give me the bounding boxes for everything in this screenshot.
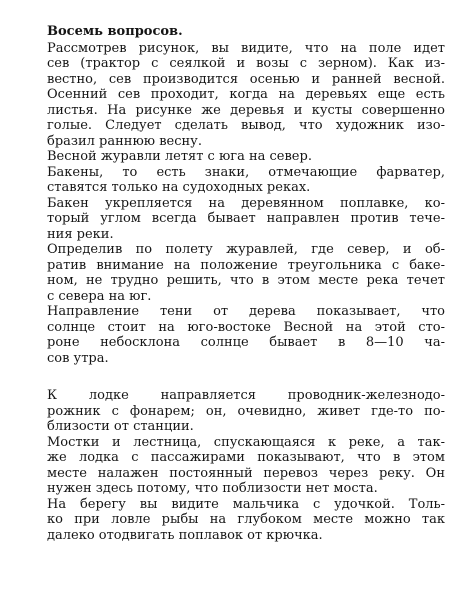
paragraph: [47, 165, 445, 196]
text-line: Бакен укрепляется на деревянном поплавке, ко-: [47, 195, 445, 211]
section-gap: [47, 366, 445, 388]
part-one: [47, 41, 445, 367]
text-line: Бакены, то есть знаки, отмечающие фарватер,: [47, 164, 445, 180]
text-line: Осенний сев проходит, когда на деревьях еще есть: [47, 87, 445, 102]
text-line: Весной журавли летят с юга на север.: [47, 149, 312, 164]
text-line: ния реки.: [47, 226, 114, 242]
text-line: рожник с фонарем; он, очевидно, живет где-то по-: [47, 403, 445, 419]
text-line: солнце стоит на юго-востоке Весной на этой сто-: [47, 319, 445, 335]
text-line: Мостки и лестница, спускающаяся к реке, а так-: [47, 434, 445, 450]
text-line: ставятся только на судоходных реках.: [47, 180, 311, 195]
paragraph: [47, 196, 445, 243]
paragraph: [47, 149, 445, 165]
text-line: торый углом всегда бывает направлен против тече-: [47, 211, 445, 226]
paragraph: [47, 388, 445, 435]
text-line: близости от станции.: [47, 419, 194, 434]
section-title: Восемь вопросов.: [47, 24, 183, 39]
text-line: К лодке направляется проводник-железнодо-: [47, 388, 445, 403]
text-line: ко при ловле рыбы на глубоком месте можно так: [47, 512, 445, 527]
text-line: роне небосклона солнце бывает в 8—10 ча-: [47, 335, 445, 350]
paragraph: [47, 242, 445, 304]
text-line: далеко отодвигать поплавок от крючка.: [47, 527, 323, 543]
paragraph: [47, 304, 445, 366]
text-line: бразил раннюю весну.: [47, 133, 202, 149]
paragraph: [47, 41, 445, 150]
text-line: Определив по полету журавлей, где север, и об-: [47, 242, 445, 257]
text-line: голые. Следует сделать вывод, что художник изо-: [47, 118, 445, 133]
text-line: Рассмотрев рисунок, вы видите, что на поле идет: [47, 40, 445, 56]
text-line: сев (трактор с сеялкой и возы с зерном). Как из-: [47, 56, 445, 71]
text-line: же лодка с пассажирами показывают, что в этом: [47, 450, 445, 465]
text-line: ном, не трудно решить, что в этом месте река течет: [47, 273, 445, 288]
part-two: [47, 388, 445, 543]
text-line: нужен здесь потому, что поблизости нет моста.: [47, 481, 378, 496]
text-line: На берегу вы видите мальчика с удочкой. Толь-: [47, 496, 445, 512]
paragraph: [47, 497, 445, 544]
text-line: ратив внимание на положение треугольника с бакe-: [47, 257, 445, 273]
text-line: листья. На рисунке же деревья и кусты совершенно: [47, 102, 445, 118]
text-line: с севера на юг.: [47, 288, 152, 304]
paragraph: [47, 435, 445, 497]
text-line: Направление тени от дерева показывает, что: [47, 304, 445, 319]
text-line: вестно, сев производится осенью и ранней весной.: [47, 71, 445, 87]
document-page: [47, 24, 445, 543]
text-line: месте налажен постоянный перевоз через реку. Он: [47, 465, 445, 481]
text-line: сов утра.: [47, 350, 109, 366]
